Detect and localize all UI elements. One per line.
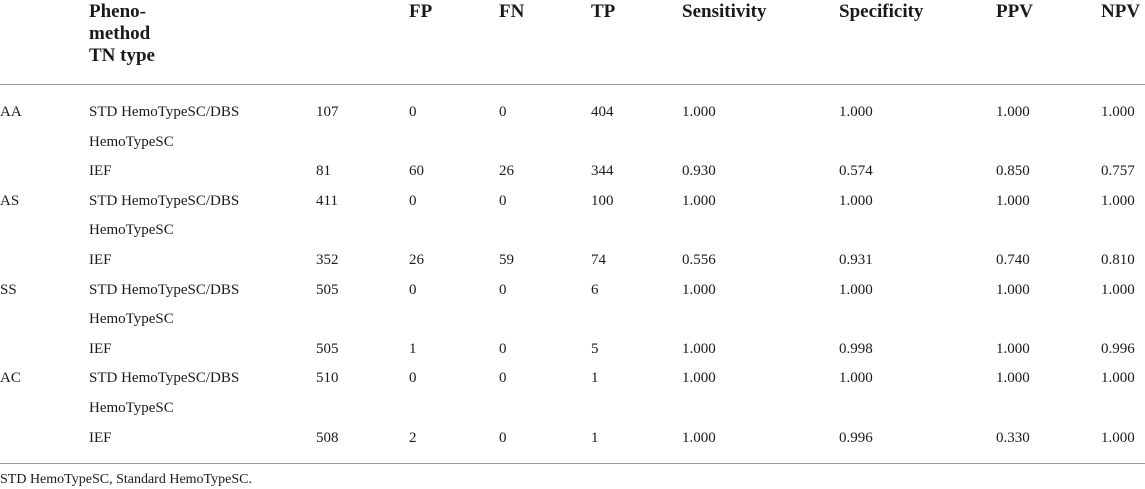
cell-specificity: 1.000 [839, 282, 873, 298]
cell-sensitivity: 1.000 [682, 282, 716, 298]
cell-specificity: 0.998 [839, 341, 873, 357]
cell-npv: 1.000 [1101, 193, 1135, 209]
header-sensitivity: Sensitivity [682, 1, 767, 22]
cell-tp: 1 [591, 370, 599, 386]
table-header [0, 0, 1145, 84]
cell-ppv: 1.000 [996, 193, 1030, 209]
cell-tn: 510 [316, 370, 339, 386]
cell-group: AA [0, 104, 22, 120]
cell-fn: 0 [499, 430, 507, 446]
header-fn: FN [499, 1, 525, 22]
cell-tn: 81 [316, 163, 331, 179]
header-phenotype-line3: TN type [89, 45, 155, 66]
cell-npv: 0.757 [1101, 163, 1135, 179]
cell-npv: 1.000 [1101, 430, 1135, 446]
cell-sensitivity: 1.000 [682, 104, 716, 120]
cell-method: HemoTypeSC [89, 311, 174, 327]
cell-specificity: 0.574 [839, 163, 873, 179]
footer-rule [0, 463, 1145, 464]
header-specificity: Specificity [839, 1, 924, 22]
cell-fp: 26 [409, 252, 424, 268]
cell-specificity: 1.000 [839, 193, 873, 209]
cell-group: AS [0, 193, 20, 209]
cell-fn: 0 [499, 193, 507, 209]
cell-tn: 411 [316, 193, 338, 209]
cell-sensitivity: 1.000 [682, 341, 716, 357]
cell-fn: 59 [499, 252, 514, 268]
cell-sensitivity: 0.930 [682, 163, 716, 179]
cell-npv: 0.810 [1101, 252, 1135, 268]
cell-tn: 505 [316, 282, 339, 298]
cell-specificity: 1.000 [839, 370, 873, 386]
cell-specificity: 0.931 [839, 252, 873, 268]
cell-tn: 505 [316, 341, 339, 357]
cell-method: HemoTypeSC [89, 222, 174, 238]
cell-tp: 1 [591, 430, 599, 446]
table-footnote: STD HemoTypeSC, Standard HemoTypeSC. [0, 472, 252, 487]
cell-tp: 404 [591, 104, 614, 120]
cell-fp: 0 [409, 370, 417, 386]
cell-tp: 74 [591, 252, 606, 268]
cell-group: AC [0, 370, 21, 386]
cell-method: STD HemoTypeSC/DBS [89, 370, 240, 386]
cell-method: STD HemoTypeSC/DBS [89, 282, 240, 298]
cell-method: HemoTypeSC [89, 134, 174, 150]
cell-method: IEF [89, 430, 112, 446]
header-phenotype-line2: method [89, 23, 151, 44]
header-npv: NPV [1101, 1, 1141, 22]
cell-fp: 2 [409, 430, 417, 446]
cell-tp: 6 [591, 282, 599, 298]
cell-ppv: 1.000 [996, 370, 1030, 386]
cell-fp: 0 [409, 282, 417, 298]
cell-ppv: 0.850 [996, 163, 1030, 179]
cell-fn: 0 [499, 341, 507, 357]
cell-sensitivity: 1.000 [682, 370, 716, 386]
cell-fp: 0 [409, 104, 417, 120]
cell-method: IEF [89, 252, 112, 268]
header-phenotype-line1: Pheno- [89, 1, 146, 22]
cell-tp: 344 [591, 163, 614, 179]
cell-fp: 1 [409, 341, 417, 357]
cell-tn: 508 [316, 430, 339, 446]
cell-fn: 0 [499, 370, 507, 386]
cell-fn: 26 [499, 163, 514, 179]
cell-fn: 0 [499, 104, 507, 120]
cell-npv: 1.000 [1101, 370, 1135, 386]
header-tp: TP [591, 1, 616, 22]
header-fp: FP [409, 1, 433, 22]
cell-method: IEF [89, 163, 112, 179]
cell-tp: 5 [591, 341, 599, 357]
cell-sensitivity: 1.000 [682, 430, 716, 446]
cell-group: SS [0, 282, 17, 298]
cell-method: HemoTypeSC [89, 400, 174, 416]
cell-specificity: 0.996 [839, 430, 873, 446]
cell-fn: 0 [499, 282, 507, 298]
cell-npv: 1.000 [1101, 282, 1135, 298]
cell-tn: 107 [316, 104, 339, 120]
cell-ppv: 1.000 [996, 282, 1030, 298]
cell-fp: 60 [409, 163, 424, 179]
cell-ppv: 1.000 [996, 104, 1030, 120]
cell-sensitivity: 0.556 [682, 252, 716, 268]
cell-npv: 0.996 [1101, 341, 1135, 357]
cell-tp: 100 [591, 193, 614, 209]
header-rule [0, 84, 1145, 85]
cell-method: IEF [89, 341, 112, 357]
cell-fp: 0 [409, 193, 417, 209]
cell-tn: 352 [316, 252, 339, 268]
cell-ppv: 0.740 [996, 252, 1030, 268]
header-ppv: PPV [996, 1, 1033, 22]
cell-specificity: 1.000 [839, 104, 873, 120]
cell-ppv: 1.000 [996, 341, 1030, 357]
cell-method: STD HemoTypeSC/DBS [89, 193, 240, 209]
cell-sensitivity: 1.000 [682, 193, 716, 209]
cell-ppv: 0.330 [996, 430, 1030, 446]
cell-method: STD HemoTypeSC/DBS [89, 104, 240, 120]
cell-npv: 1.000 [1101, 104, 1135, 120]
